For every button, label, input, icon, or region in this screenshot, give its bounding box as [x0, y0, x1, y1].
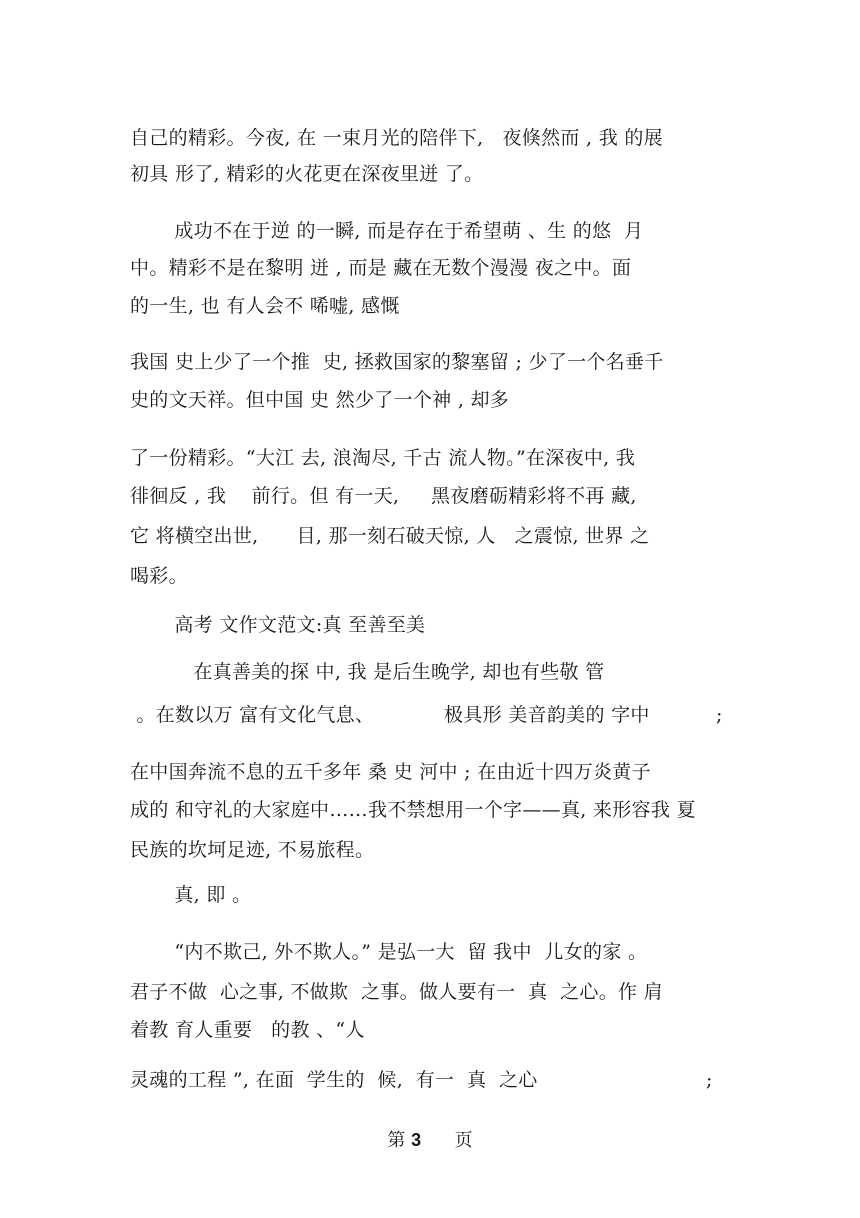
page-footer: [0, 1128, 860, 1153]
text-line: 初具 形了, 精彩的火花更在深夜里迸 了。: [130, 163, 484, 185]
text-line: 民族的坎坷足迹, 不易旅程。: [130, 839, 375, 861]
text-line: 喝彩。: [130, 565, 188, 587]
section-heading: 高考 文作文范文:真 至善至美: [130, 614, 426, 636]
text-line: 了一份精彩。“大江 去, 浪淘尽, 千古 流人物。”在深夜中, 我: [130, 447, 636, 469]
text-line: 史的文天祥。但中国 史 然少了一个神 , 却多: [130, 389, 510, 411]
text-line: 中。精彩不是在黎明 迸 , 而是 藏在无数个漫漫 夜之中。面: [130, 257, 632, 279]
text-line: 成功不在于逆 的一瞬, 而是存在于希望萌 、生 的悠 月: [130, 220, 644, 242]
text-line: 它 将横空出世, 目, 那一刻石破天惊, 人 之震惊, 世界 之: [130, 525, 650, 547]
semicolon-mark: ;: [716, 704, 723, 726]
text-line: 君子不做 心之事, 不做欺 之事。做人要有一 真 之心。作 肩: [130, 981, 663, 1003]
text-line: 着教 育人重要 的教 、“人: [130, 1019, 365, 1041]
text-line: 灵魂的工程 ”, 在面 学生的 候, 有一 真 之心: [130, 1069, 538, 1091]
footer-prefix: 第: [387, 1130, 406, 1151]
text-line: 我国 史上少了一个推 史, 拯救国家的黎塞留 ; 少了一个名垂千: [130, 351, 664, 373]
text-line: 自己的精彩。今夜, 在 一束月光的陪伴下, 夜倏然而 , 我 的展: [130, 127, 663, 149]
page-number: 3: [411, 1130, 422, 1150]
text-line: 成的 和守礼的大家庭中……我不禁想用一个字——真, 来形容我 夏: [130, 799, 696, 821]
text-line: 在真善美的探 中, 我 是后生晚学, 却也有些敬 管: [130, 661, 605, 683]
text-line: 真, 即 。: [130, 884, 252, 906]
text-line: 。在数以万 富有文化气息、 极具形 美音韵美的 字中: [130, 704, 650, 726]
text-line: “内不欺己, 外不欺人。” 是弘一大 留 我中 儿女的家 。: [130, 941, 648, 963]
footer-suffix: 页: [454, 1130, 473, 1151]
semicolon-mark: ;: [706, 1069, 713, 1091]
text-line: 徘徊反 , 我 前行。但 有一天, 黑夜磨砺精彩将不再 藏,: [130, 485, 637, 507]
text-line: 在中国奔流不息的五千多年 桑 史 河中 ; 在由近十四万炎黄子: [130, 761, 651, 783]
text-line: 的一生, 也 有人会不 唏嘘, 感慨: [130, 295, 400, 317]
